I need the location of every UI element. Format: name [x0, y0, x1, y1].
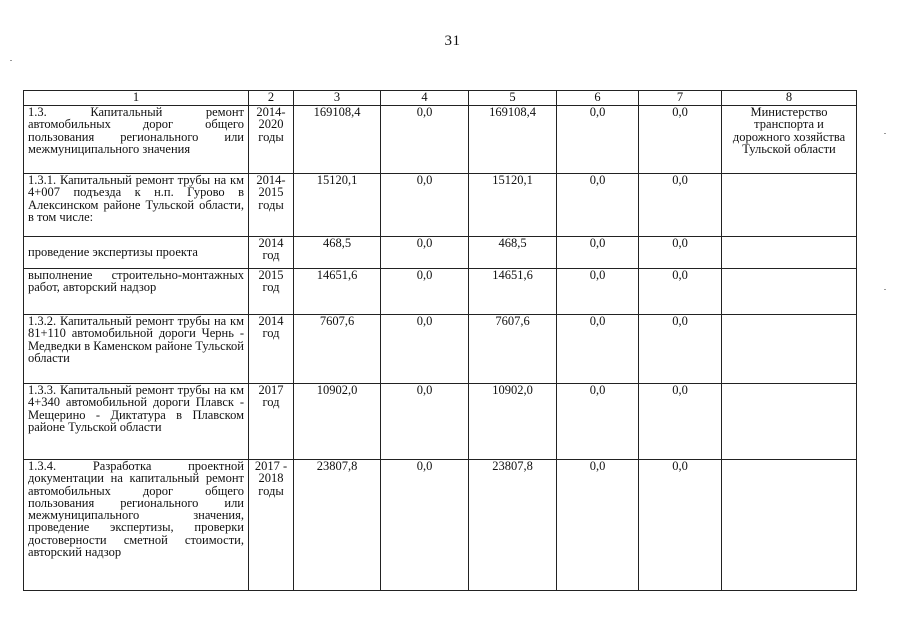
table-row [24, 315, 857, 384]
cell-col4: 0,0 [381, 384, 469, 460]
cell-col7: 0,0 [639, 269, 722, 315]
cell-col3: 169108,4 [294, 106, 381, 174]
cell-col5: 14651,6 [469, 269, 557, 315]
cell-col4: 0,0 [381, 269, 469, 315]
row-period: 2014-2020 годы [249, 106, 294, 174]
row-title: 1.3.1. Капитальный ремонт трубы на км 4+007 подъезда к н.п. Гурово в Алексинском районе Тульской области, в том числе: [24, 174, 249, 237]
cell-col5: 23807,8 [469, 460, 557, 591]
cell-executor [722, 460, 857, 591]
cell-col5: 169108,4 [469, 106, 557, 174]
row-period: 2015 год [249, 269, 294, 315]
cell-col3: 10902,0 [294, 384, 381, 460]
cell-col5: 15120,1 [469, 174, 557, 237]
cell-executor [722, 237, 857, 269]
column-header-3: 3 [294, 91, 381, 106]
cell-col6: 0,0 [557, 315, 639, 384]
row-period: 2014 год [249, 237, 294, 269]
row-period: 2017 год [249, 384, 294, 460]
row-period: 2017 - 2018 годы [249, 460, 294, 591]
row-title: проведение экспертизы проекта [24, 237, 249, 269]
cell-col7: 0,0 [639, 237, 722, 269]
cell-col4: 0,0 [381, 237, 469, 269]
column-header-7: 7 [639, 91, 722, 106]
table-row [24, 237, 857, 269]
scan-speck [10, 60, 12, 61]
cell-col6: 0,0 [557, 460, 639, 591]
table-row [24, 106, 857, 174]
table-row [24, 269, 857, 315]
row-period: 2014 год [249, 315, 294, 384]
cell-col3: 14651,6 [294, 269, 381, 315]
cell-executor [722, 269, 857, 315]
cell-col5: 10902,0 [469, 384, 557, 460]
row-title: 1.3. Капитальный ремонт автомобильных дорог общего пользования регионального или межмуниципального значения [24, 106, 249, 174]
cell-col6: 0,0 [557, 384, 639, 460]
column-header-1: 1 [24, 91, 249, 106]
row-title: выполнение строительно-монтажных работ, авторский надзор [24, 269, 249, 315]
cell-col7: 0,0 [639, 106, 722, 174]
cell-col4: 0,0 [381, 174, 469, 237]
cell-col6: 0,0 [557, 237, 639, 269]
cell-col3: 468,5 [294, 237, 381, 269]
cell-executor [722, 174, 857, 237]
row-period: 2014-2015 годы [249, 174, 294, 237]
cell-col6: 0,0 [557, 174, 639, 237]
scan-speck [884, 289, 886, 290]
cell-executor: Министерство транспорта и дорожного хозяйства Тульской области [722, 106, 857, 174]
cell-col6: 0,0 [557, 269, 639, 315]
column-header-2: 2 [249, 91, 294, 106]
cell-executor [722, 315, 857, 384]
table-row [24, 460, 857, 591]
cell-col4: 0,0 [381, 460, 469, 591]
page-number: 31 [444, 33, 461, 49]
cell-col7: 0,0 [639, 315, 722, 384]
cell-col3: 15120,1 [294, 174, 381, 237]
cell-col6: 0,0 [557, 106, 639, 174]
cell-col3: 7607,6 [294, 315, 381, 384]
cell-col3: 23807,8 [294, 460, 381, 591]
cell-col7: 0,0 [639, 384, 722, 460]
budget-table [23, 90, 857, 591]
cell-col4: 0,0 [381, 315, 469, 384]
cell-col5: 7607,6 [469, 315, 557, 384]
cell-executor [722, 384, 857, 460]
header-row [24, 91, 857, 106]
column-header-5: 5 [469, 91, 557, 106]
cell-col4: 0,0 [381, 106, 469, 174]
scan-speck [884, 133, 886, 134]
column-header-8: 8 [722, 91, 857, 106]
row-title: 1.3.2. Капитальный ремонт трубы на км 81+110 автомобильной дороги Чернь - Медведки в Каменском районе Тульской области [24, 315, 249, 384]
cell-col5: 468,5 [469, 237, 557, 269]
column-header-6: 6 [557, 91, 639, 106]
row-title: 1.3.4. Разработка проектной документации на капитальный ремонт автомобильных дорог общего пользования регионального или межмуниципального значения, проведение экспертизы, проверки достоверности сметной стоимости, авторский надзор [24, 460, 249, 591]
table-row [24, 384, 857, 460]
column-header-4: 4 [381, 91, 469, 106]
table-row [24, 174, 857, 237]
cell-col7: 0,0 [639, 460, 722, 591]
cell-col7: 0,0 [639, 174, 722, 237]
row-title: 1.3.3. Капитальный ремонт трубы на км 4+340 автомобильной дороги Плавск - Мещерино - Диктатура в Плавском районе Тульской области [24, 384, 249, 460]
